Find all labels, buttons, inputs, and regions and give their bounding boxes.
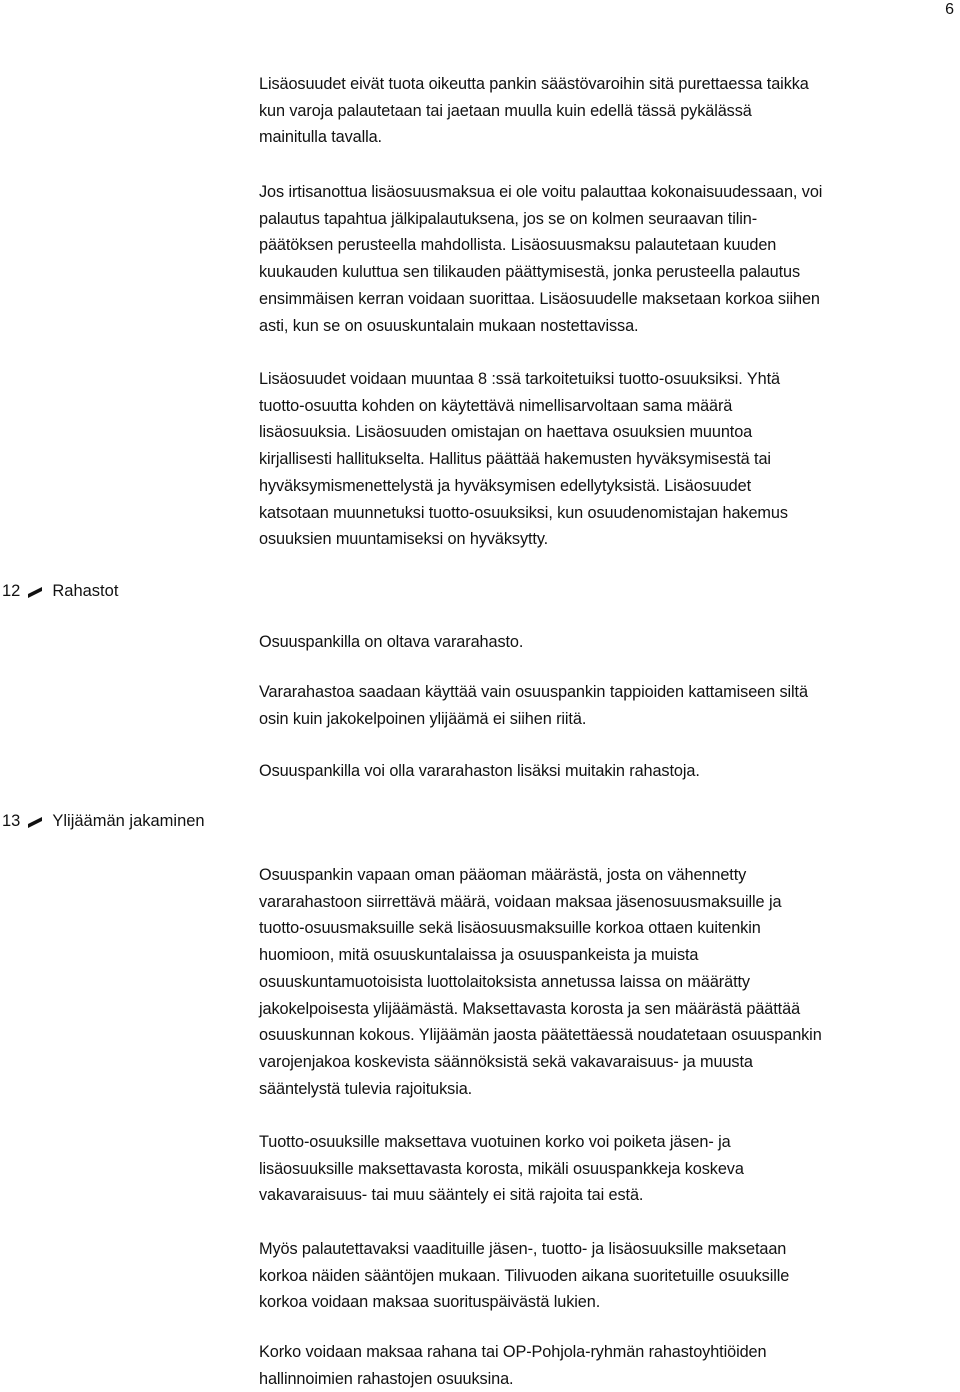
- paragraph-palautettavat-osuudet: [259, 1236, 959, 1316]
- text-line: mainitulla tavalla.: [259, 128, 382, 147]
- text-line: kuukauden kuluttua sen tilikauden päättymisestä, jonka perusteella palautus: [259, 263, 800, 282]
- text-line: Myös palautettavaksi vaadituille jäsen-, tuotto- ja lisäosuuksille maksetaan: [259, 1240, 787, 1258]
- text-line: Osuuspankilla voi olla vararahaston lisäksi muitakin rahastoja.: [259, 762, 700, 780]
- text-line: tuotto-osuusmaksuille sekä lisäosuusmaksuille korkoa ottaen kuitenkin: [259, 919, 761, 938]
- paragraph-koron-maksutapa: [259, 1339, 959, 1392]
- text-line: katsotaan muunnetuksi tuotto-osuuksiksi, kun osuudenomistajan hakemus: [259, 503, 788, 522]
- text-line: lisäosuuksia. Lisäosuuden omistajan on haettava osuuksien muuntoa: [259, 423, 753, 442]
- section-number: 12: [2, 582, 21, 600]
- text-line: vararahastoon siirrettävä määrä, voidaan maksaa jäsenosuusmaksuille ja: [259, 892, 782, 911]
- text-line: päätöksen perusteella mahdollista. Lisäosuusmaksu palautetaan kuuden: [259, 236, 777, 255]
- text-line: huomioon, mitä osuuskuntalaissa ja osuuspankeista ja muista: [259, 946, 699, 965]
- text-line: Osuuspankilla on oltava vararahasto.: [259, 633, 524, 651]
- text-line: vakavaraisuus- tai muu sääntely ei sitä rajoita tai estä.: [259, 1186, 644, 1205]
- text-line: asti, kun se on osuuskuntalain mukaan nostettavissa.: [259, 316, 639, 335]
- text-line: korkoa voidaan maksaa suorituspäivästä lukien.: [259, 1293, 601, 1312]
- text-line: kun varoja palautetaan tai jaetaan muulla kuin edellä tässä pykälässä: [259, 101, 752, 120]
- text-line: tuotto-osuutta kohden on käytettävä nimellisarvoltaan sama määrä: [259, 396, 733, 415]
- section-title: Ylijäämän jakaminen: [52, 812, 205, 830]
- text-line: osuuksien muuntamiseksi on hyväksytty.: [259, 530, 549, 549]
- text-line: varojenjakoa koskevista säännöksistä sekä vakavaraisuus- ja muusta: [259, 1052, 753, 1071]
- text-line: Jos irtisanottua lisäosuusmaksua ei ole voitu palauttaa kokonaisuudessaan, voi: [259, 183, 823, 201]
- page-number: 6: [945, 1, 954, 18]
- text-line: osuuskuntamuotoisista luottolaitoksista annetussa laissa on määrätty: [259, 972, 750, 991]
- text-line: Lisäosuudet eivät tuota oikeutta pankin säästövaroihin sitä purettaessa taikka: [259, 75, 809, 93]
- section-sign-icon: [24, 579, 46, 603]
- text-line: hyväksymismenettelystä ja hyväksymisen edellytyksistä. Lisäosuudet: [259, 476, 751, 495]
- text-line: osin kuin jakokelpoinen ylijäämä ei siihen riitä.: [259, 709, 587, 728]
- text-line: Korko voidaan maksaa rahana tai OP-Pohjola-ryhmän rahastoyhtiöiden: [259, 1343, 767, 1361]
- text-line: lisäosuuksille maksettavasta korosta, mikäli osuuspankkeja koskeva: [259, 1159, 744, 1178]
- text-line: sääntelystä tulevia rajoituksia.: [259, 1079, 473, 1098]
- paragraph-vararahasto: [259, 629, 959, 656]
- text-line: Lisäosuudet voidaan muuntaa 8 :ssä tarkoitetuiksi tuotto-osuuksiksi. Yhtä: [259, 370, 780, 388]
- text-line: palautus tapahtua jälkipalautuksena, jos se on kolmen seuraavan tilin-: [259, 209, 758, 228]
- section-13-heading: [2, 809, 205, 833]
- paragraph-vararahaston-kaytto: [259, 679, 959, 732]
- paragraph-muuntaminen: [259, 366, 959, 553]
- text-line: Tuotto-osuuksille maksettava vuotuinen korko voi poiketa jäsen- ja: [259, 1133, 731, 1151]
- paragraph-lisaosuudet-oikeus: [259, 71, 959, 151]
- section-sign-icon: [24, 809, 46, 833]
- text-line: Vararahastoa saadaan käyttää vain osuuspankin tappioiden kattamiseen siltä: [259, 683, 808, 701]
- text-line: ensimmäisen kerran voidaan suorittaa. Lisäosuudelle maksetaan korkoa siihen: [259, 289, 820, 308]
- text-line: Osuuspankin vapaan oman pääoman määrästä, josta on vähennetty: [259, 866, 747, 884]
- text-line: korkoa näiden sääntöjen mukaan. Tilivuoden aikana suoritetuille osuuksille: [259, 1266, 790, 1285]
- paragraph-ylijaama-korko: [259, 862, 959, 1102]
- text-line: kirjallisesti hallitukselta. Hallitus päättää hakemusten hyväksymisestä tai: [259, 450, 771, 469]
- paragraph-muut-rahastot: [259, 758, 959, 785]
- section-12-heading: [2, 579, 118, 603]
- section-title: Rahastot: [52, 582, 119, 600]
- text-line: jakokelpoisesta ylijäämästä. Maksettavasta korosta ja sen määrästä päättää: [259, 999, 801, 1018]
- text-line: osuuskunnan kokous. Ylijäämän jaosta päätettäessä noudatetaan osuuspankin: [259, 1026, 822, 1045]
- paragraph-jalkipalautus: [259, 179, 959, 339]
- paragraph-tuotto-osuus-korko: [259, 1129, 959, 1209]
- section-number: 13: [2, 812, 21, 830]
- text-line: hallinnoimien rahastojen osuuksina.: [259, 1369, 514, 1388]
